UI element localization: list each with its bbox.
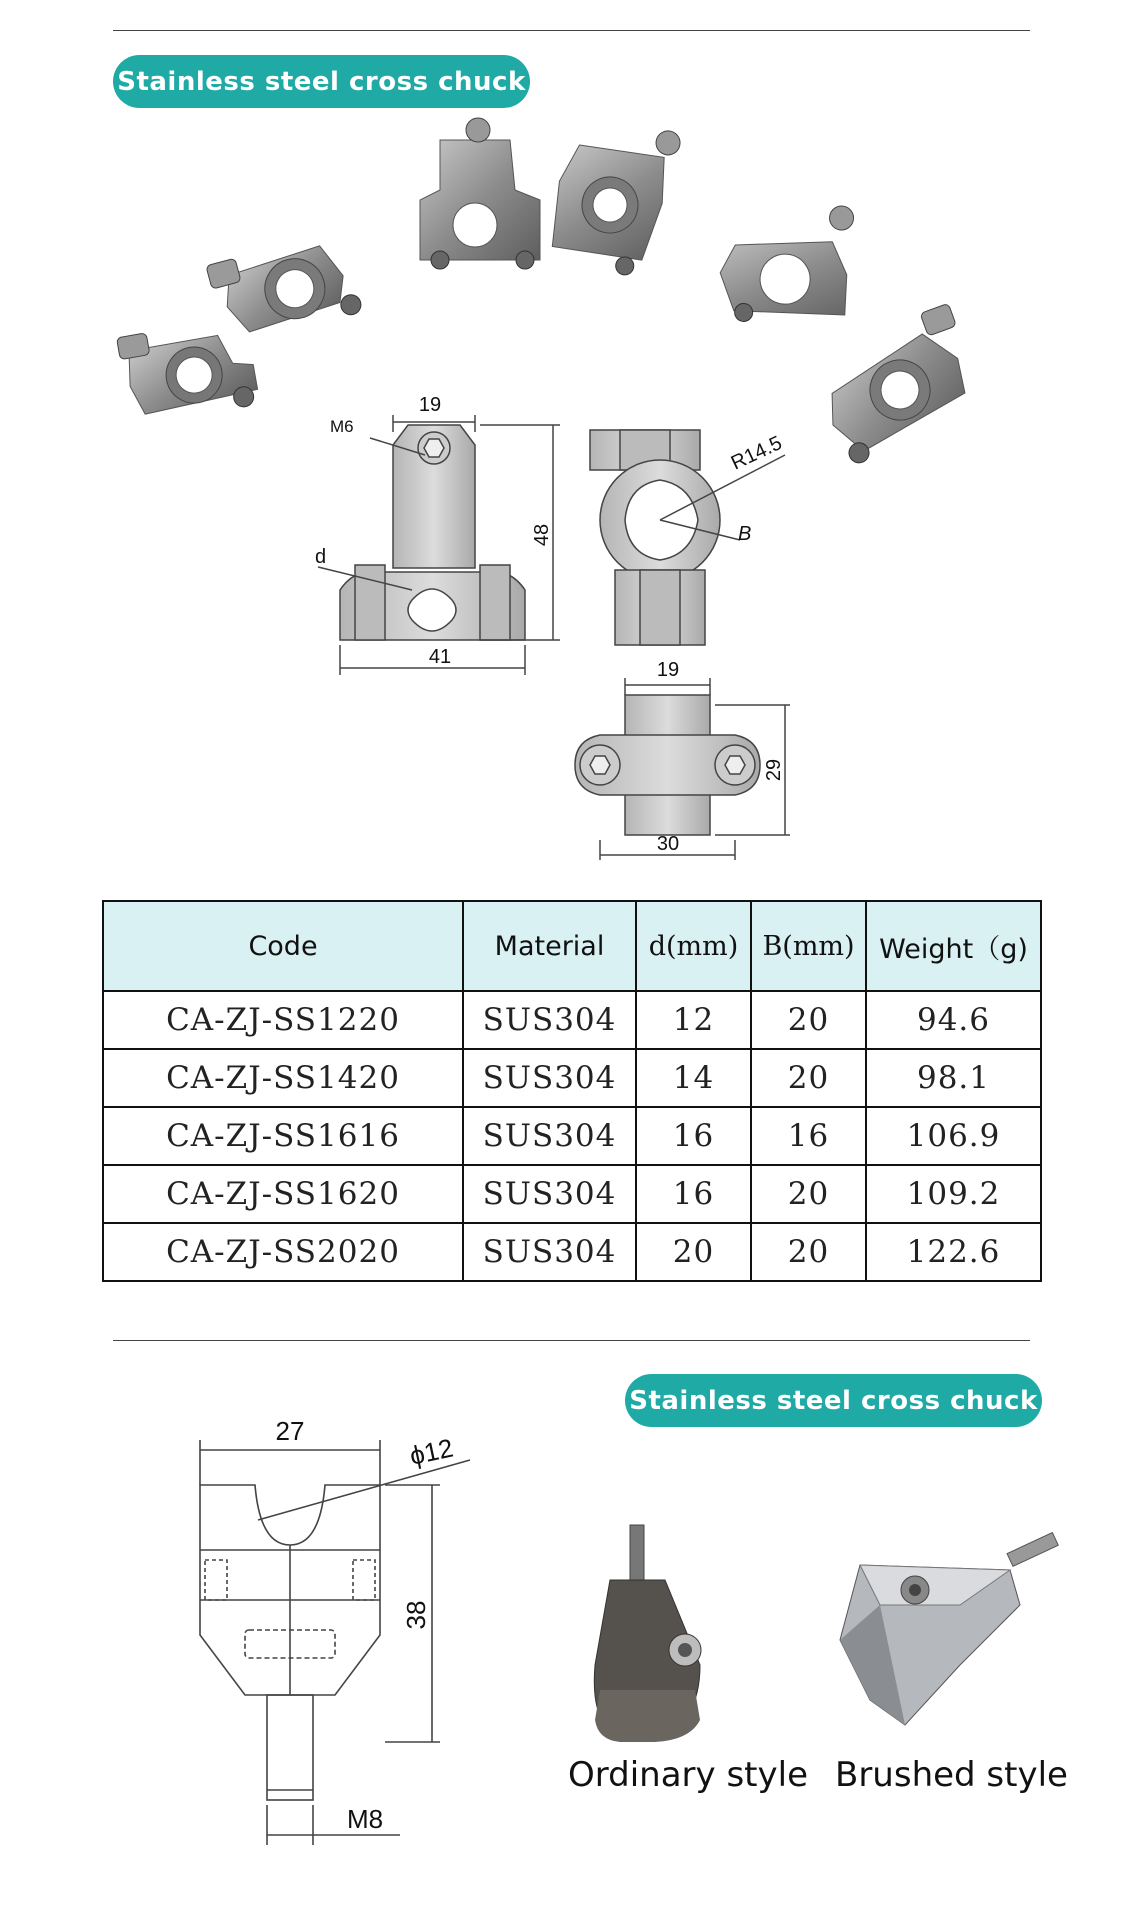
- product-illustration: [0, 0, 1140, 880]
- cell-material: SUS304: [463, 1165, 636, 1223]
- cell-material: SUS304: [463, 1049, 636, 1107]
- table-row: [103, 1049, 1041, 1107]
- table-header-row: [103, 901, 1041, 991]
- header-material: Material: [463, 901, 636, 991]
- cell-d: 20: [636, 1223, 751, 1281]
- brushed-style-label: Brushed style: [835, 1755, 1068, 1795]
- cell-code: CA-ZJ-SS1220: [103, 991, 463, 1049]
- clamp-jaw-drawing: [200, 1440, 470, 1845]
- dim-jaw-height: 38: [401, 1600, 431, 1630]
- dim-bottom-height: 29: [763, 758, 785, 782]
- cell-d: 14: [636, 1049, 751, 1107]
- chuck-photo-6: [807, 303, 989, 467]
- section-badge: Stainless steel cross chuck: [113, 55, 530, 108]
- cell-b: 20: [751, 1223, 866, 1281]
- chuck-photo-3: [420, 118, 540, 269]
- cell-b: 20: [751, 1049, 866, 1107]
- middle-divider: [113, 1340, 1030, 1341]
- chuck-photo-1: [117, 315, 261, 426]
- ordinary-style-photo: [594, 1525, 701, 1742]
- cell-code: CA-ZJ-SS2020: [103, 1223, 463, 1281]
- cell-weight: 98.1: [866, 1049, 1041, 1107]
- dim-jaw-thread: M8: [346, 1804, 384, 1834]
- cell-d: 16: [636, 1107, 751, 1165]
- cell-material: SUS304: [463, 991, 636, 1049]
- dim-thread-m6: M6: [330, 417, 354, 436]
- cell-d: 12: [636, 991, 751, 1049]
- table-row: [103, 1223, 1041, 1281]
- dim-b: B: [738, 523, 752, 545]
- table-row: [103, 1107, 1041, 1165]
- chuck-photo-2: [206, 230, 363, 348]
- dim-radius: R14.5: [727, 432, 786, 475]
- chuck-photo-5: [713, 187, 864, 339]
- cell-code: CA-ZJ-SS1616: [103, 1107, 463, 1165]
- cell-code: CA-ZJ-SS1620: [103, 1165, 463, 1223]
- dim-bottom-width-top: 19: [656, 659, 680, 681]
- spec-table: [102, 900, 1042, 1282]
- cell-b: 16: [751, 1107, 866, 1165]
- header-b: B(mm): [751, 901, 866, 991]
- cell-d: 16: [636, 1165, 751, 1223]
- table-row: [103, 1165, 1041, 1223]
- cell-b: 20: [751, 991, 866, 1049]
- header-d: d(mm): [636, 901, 751, 991]
- dim-front-height: 48: [531, 523, 553, 547]
- cell-weight: 122.6: [866, 1223, 1041, 1281]
- dim-jaw-width: 27: [275, 1416, 305, 1446]
- header-code: Code: [103, 901, 463, 991]
- cell-weight: 94.6: [866, 991, 1041, 1049]
- dim-bottom-width-bottom: 30: [656, 833, 680, 855]
- table-row: [103, 991, 1041, 1049]
- ordinary-style-label: Ordinary style: [568, 1755, 808, 1795]
- cell-material: SUS304: [463, 1107, 636, 1165]
- cell-material: SUS304: [463, 1223, 636, 1281]
- dim-jaw-diameter: ϕ12: [407, 1432, 456, 1471]
- cell-weight: 109.2: [866, 1165, 1041, 1223]
- brushed-style-photo: [840, 1533, 1058, 1725]
- cell-code: CA-ZJ-SS1420: [103, 1049, 463, 1107]
- dim-front-width-bottom: 41: [428, 646, 452, 668]
- header-weight: Weight（g): [866, 901, 1041, 991]
- chuck-photo-4: [540, 107, 682, 281]
- dim-front-width-top: 19: [418, 394, 442, 416]
- dim-bore-d: d: [315, 546, 327, 568]
- section-badge-2: Stainless steel cross chuck: [625, 1374, 1042, 1427]
- cell-b: 20: [751, 1165, 866, 1223]
- cell-weight: 106.9: [866, 1107, 1041, 1165]
